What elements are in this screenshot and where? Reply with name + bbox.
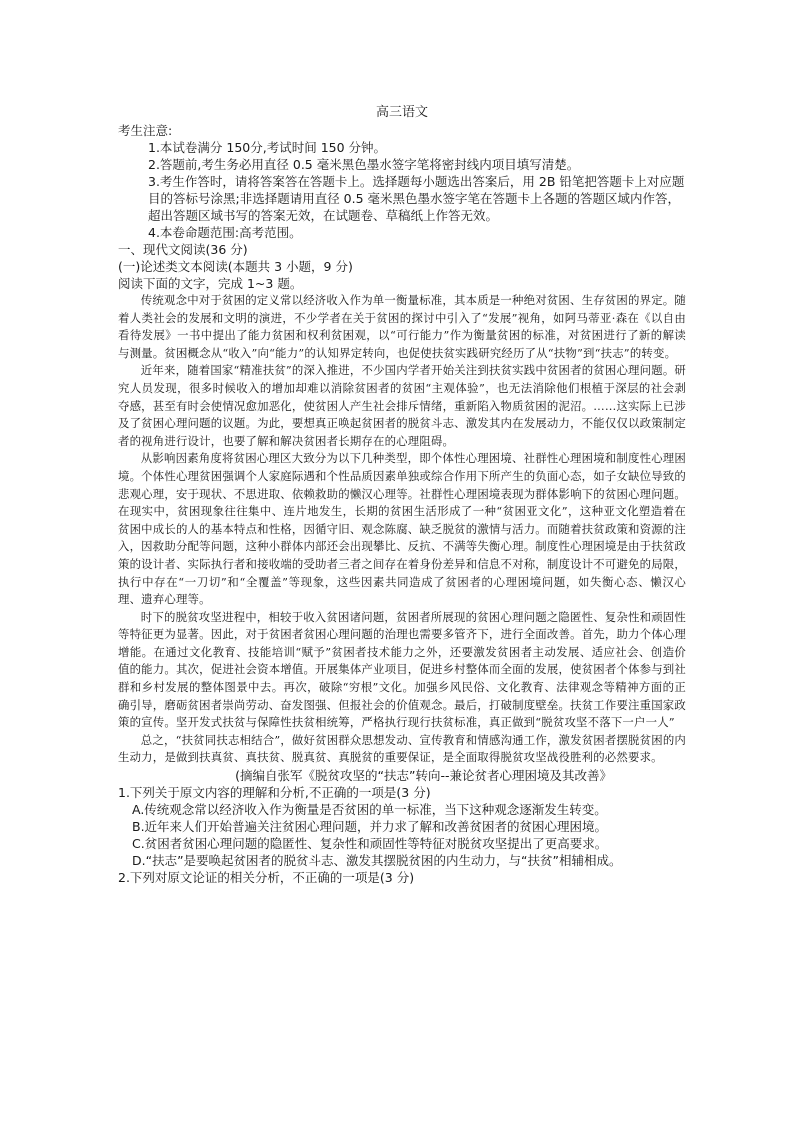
- question-1-stem: 1.下列关于原文内容的理解和分析,不正确的一项是(3 分): [118, 785, 431, 801]
- question-1: [118, 784, 686, 869]
- notice-item-3: 3.考生作答时，请将答案答在答题卡上。选择题每小题选出答案后，用 2B 铅笔把答题卡上对应题目的答标号涂黑;非选择题请用直径 0.5 毫米黑色墨水签字笔在答题卡上各题的答题区域内作答，超出答题区域书写的答案无效，在试题卷、草稿纸上作答无效。: [148, 174, 685, 223]
- question-1-option-a: A.传统观念常以经济收入作为衡量是否贫困的单一标准，当下这种观念逐渐发生转变。: [132, 802, 607, 818]
- question-2: [118, 869, 686, 886]
- notice-item-4: 4.本卷命题范围:高考范围。: [148, 225, 302, 240]
- question-1-option-d: D.“扶志”是要唤起贫困者的脱贫斗志、激发其摆脱贫困的内生动力，与“扶贫”相辅相成。: [132, 853, 622, 869]
- passage-paragraph-4: 时下的脱贫攻坚进程中，相较于收入贫困诸问题，贫困者所展现的贫困心理问题之隐匿性、复杂性和顽固性等特征更为显著。因此，对于贫困者贫困心理问题的治理也需要多管齐下，进行全面改善。首先，助力个体心理增能。在通过文化教育、技能培训“赋予”贫困者技术能力之外，还要激发贫困者主动发展、适应社会、创造价值的能力。其次，促进社会资本增值。开展集体产业项目，促进乡村整体而全面的发展，使贫困者个体参与到社群和乡村发展的整体图景中去。再次，破除“穷根”文化。加强乡风民俗、文化教育、法律观念等精神方面的正确引导，磨砺贫困者崇尚劳动、奋发图强、但报社会的价值观念。最后，打破制度壁垒。扶贫工作要注重国家政策的宣传。坚开发式扶贫与保障性扶贫相统筹，严格执行现行扶贫标准，真正做到“脱贫攻坚不落下一户一人”: [118, 609, 686, 730]
- passage: [118, 292, 686, 767]
- reading-instruction: 阅读下面的文字，完成 1~3 题。: [118, 276, 303, 291]
- subsection-heading: (一)论述类文本阅读(本题共 3 小题，9 分): [118, 259, 353, 274]
- passage-source: (摘编自张军《脱贫攻坚的“扶志”转向--兼论贫者心理困境及其改善》: [235, 768, 612, 784]
- passage-paragraph-1: 传统观念中对于贫困的定义常以经济收入作为单一衡量标准，其本质是一种绝对贫困、生存贫困的界定。随着人类社会的发展和文明的演进，不少学者在关于贫困的探讨中引入了“发展”视角，如阿马蒂亚·森在《以自由看待发展》一书中提出了能力贫困和权利贫困观，以“可行能力”作为衡量贫困的标准，对贫困进行了新的解读与测量。贫困概念从“收入”向“能力”的认知界定转向，也促使扶贫实践研究经历了从“扶物”到“扶志”的转变。: [118, 293, 686, 360]
- question-1-option-b: B.近年来人们开始普遍关注贫困心理问题，并力求了解和改善贫困者的贫困心理困境。: [132, 819, 608, 835]
- notice-item-1: 1.本试卷满分 150分,考试时间 150 分钟。: [148, 140, 387, 155]
- passage-paragraph-2: 近年来，随着国家“精准扶贫”的深入推进，不少国内学者开始关注到扶贫实践中贫困者的贫困心理问题。研究人员发现，很多时候收入的增加却难以消除贫困者的贫困“主观体验”，也无法消除他们根植于深层的社会剥夺感，甚至有时会使情况愈加恶化，使贫困人产生社会排斥情绪，重新陷入物质贫困的泥沼。……这实际上已涉及了贫困心理问题的议题。为此，要想真正唤起贫困者的脱贫斗志、激发其内在发展动力，不能仅仅以政策制定者的视角进行设计，也要了解和解决贫困者长期存在的心理阻碍。: [118, 363, 687, 448]
- page-title: 高三语文: [375, 105, 428, 120]
- question-2-stem: 2.下列对原文论证的相关分析，不正确的一项是(3 分): [118, 870, 415, 886]
- notice-heading: 考生注意:: [118, 123, 173, 138]
- notice-item-2: 2.答题前,考生务必用直径 0.5 毫米黑色墨水签字笔将密封线内项目填写清楚。: [148, 157, 580, 172]
- question-1-option-c: C.贫困者贫困心理问题的隐匿性、复杂性和顽固性等特征对脱贫攻坚提出了更高要求。: [132, 836, 608, 852]
- passage-paragraph-3: 从影响因素角度将贫困心理区大致分为以下几种类型，即个体性心理困境、社群性心理困境和制度性心理困境。个体性心理贫困强调个人家庭际遇和个性品质因素单独或综合作用下所产生的负面心态，如子女缺位导致的悲观心理，安于现状、不思进取、依赖救助的懒汉心理等。社群性心理困境表现为群体影响下的贫困心理问题。在现实中，贫困现象往往集中、连片地发生，长期的贫困生活形成了一种“贫困亚文化”，这种亚文化塑造着在贫困中成长的人的基本特点和性格，因循守旧、观念陈腐、缺乏脱贫的激情与活力。而随着扶贫政策和资源的注入，因救助分配等问题，这种小群体内部还会出现攀比、反抗、不满等失衡心理。制度性心理困境是由于扶贫政策的设计者、实际执行者和接收端的受助者三者之间存在着身份差异和信息不对称，制度设计不可避免的局限，执行中存在“一刀切”和“全覆盖”等现象，这些因素共同造成了贫困者的心理困境问题，如失衡心态、懒汉心理、遗弃心理等。: [118, 451, 686, 607]
- section-heading: 一、现代文阅读(36 分): [118, 242, 248, 257]
- passage-paragraph-5: 总之，“扶贫同扶志相结合”，做好贫困群众思想发动、宣传教育和情感沟通工作，激发贫困者摆脱贫困的内生动力，是做到扶真贫、真扶贫、脱真贫、真脱贫的重要保证，是全面取得脱贫攻坚战役胜利的必然要求。: [118, 732, 687, 765]
- exam-page: [118, 104, 686, 886]
